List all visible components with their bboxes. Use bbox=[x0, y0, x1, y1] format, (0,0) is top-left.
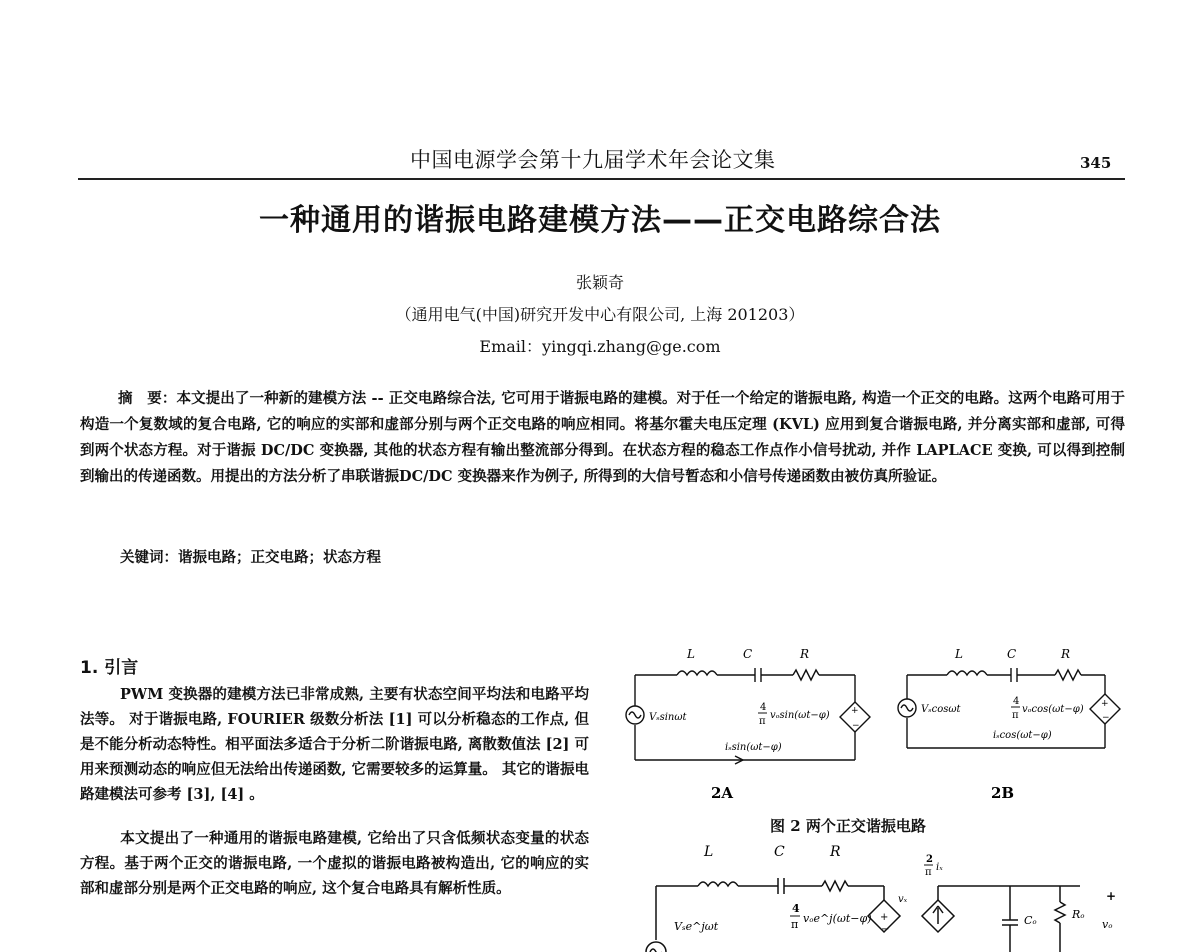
label-R: R bbox=[1061, 647, 1071, 661]
abstract-label: 摘 要： bbox=[118, 390, 177, 407]
source-label: Vₛsinωt bbox=[649, 712, 687, 723]
svg-text:−: − bbox=[881, 924, 890, 935]
section-heading: 1. 引言 bbox=[80, 658, 139, 678]
dep-frac-pi: π bbox=[759, 716, 766, 727]
abstract-text: 本文提出了一种新的建模方法 -- 正交电路综合法, 它可用于谐振电路的建模。对于任一个给定的谐振电路, 构造一个正交的电路。这两个电路可用于构造一个复数域的复合电路, 它的响应的实部和虚部分别与两个正交电路的响应相同。将基尔霍夫电压定理 (KVL) 应用到复合谐振电路, 并分离实部和虚部, 可得到两个状态方程。对于谐振 DC/DC 变换器, 其他的状态方程有输出整流部分得到。在状态方程的稳态工作点作小信号扰动, 并作 LAPLACE 变换, 可以得到控制到输出的传递函数。用提出的方法分析了串联谐振DC/DC 变换器来作为例子, 所得到的大信号暂态和小信号传递函数由被仿真所验证。 bbox=[80, 390, 1125, 485]
current-label: iₛsin(ωt−φ) bbox=[725, 742, 782, 753]
intro-paragraph-2: 本文提出了一种通用的谐振电路建模, 它给出了只含低频状态变量的状态方程。基于两个正交的谐振电路, 一个虚拟的谐振电路被构造出, 它的响应的实部和虚部分别是两个正交电路的响应, 这个复合电路具有解析性质。 bbox=[80, 830, 589, 897]
label-L: L bbox=[687, 647, 695, 661]
svg-text:−: − bbox=[1102, 713, 1110, 723]
author: 张颖奇 bbox=[575, 273, 624, 292]
abstract bbox=[80, 386, 1125, 490]
label-L: L bbox=[704, 844, 714, 860]
affiliation: （通用电气(中国)研究开发中心有限公司, 上海 201203） bbox=[395, 305, 805, 324]
dep-frac-pi: π bbox=[791, 918, 799, 931]
source-label: Vₛcosωt bbox=[921, 704, 961, 715]
vo-label: vₒ bbox=[1102, 918, 1113, 931]
dep-frac-num: 4 bbox=[1013, 696, 1020, 707]
figure-2-caption: 图 2 两个正交谐振电路 bbox=[770, 817, 926, 835]
header-rule bbox=[78, 178, 1125, 180]
ix-label: iₓ bbox=[936, 862, 943, 873]
vo-plus: + bbox=[1106, 889, 1117, 903]
label-C: C bbox=[743, 647, 753, 661]
figure-2b-label: 2B bbox=[991, 784, 1015, 802]
svg-text:+: + bbox=[1101, 699, 1109, 709]
dep-source-label: vₒcos(ωt−φ) bbox=[1022, 704, 1084, 715]
gain-num: 2 bbox=[926, 854, 933, 865]
figure-3-circuit bbox=[640, 840, 1140, 952]
dep-frac-num: 4 bbox=[760, 702, 767, 713]
figure-2b-circuit bbox=[895, 630, 1145, 810]
intro-paragraph-1: PWM 变换器的建模方法已非常成熟, 主要有状态空间平均法和电路平均法等。 对于谐振电路, FOURIER 级数分析法 [1] 可以分析稳态的工作点, 但是不能分析动态特性。相平面法多适合于分析二阶谐振电路, 离散数值法 [2] 可用来预测动态的响应但无法给出传递函数, 它需要较多的运算量。 其它的谐振电路建模法可参考 [3], [4] 。 bbox=[80, 686, 589, 803]
email: Email：yingqi.zhang@ge.com bbox=[479, 337, 721, 356]
page-number: 345 bbox=[1080, 154, 1112, 172]
figure-2a-circuit bbox=[615, 630, 885, 810]
gain-pi: π bbox=[925, 867, 932, 878]
label-C: C bbox=[774, 844, 785, 860]
label-C: C bbox=[1007, 647, 1017, 661]
keywords: 关键词：谐振电路；正交电路；状态方程 bbox=[120, 549, 381, 566]
dep-frac-pi: π bbox=[1012, 710, 1019, 721]
svg-text:+: + bbox=[851, 706, 859, 716]
svg-text:+: + bbox=[880, 912, 889, 923]
vx-label: vₓ bbox=[898, 894, 908, 905]
journal-header: 中国电源学会第十九届学术年会论文集 bbox=[410, 148, 776, 172]
label-R: R bbox=[800, 647, 810, 661]
dep-source-label: vₒe^j(ωt−φ) bbox=[803, 912, 872, 925]
current-label: iₛcos(ωt−φ) bbox=[993, 730, 1052, 741]
dep-source-label: vₒsin(ωt−φ) bbox=[770, 710, 830, 721]
label-R: R bbox=[830, 844, 841, 860]
source-label: Vₛe^jωt bbox=[674, 920, 719, 933]
label-L: L bbox=[955, 647, 963, 661]
co-label: Cₒ bbox=[1024, 914, 1037, 927]
dep-frac-num: 4 bbox=[792, 902, 800, 915]
svg-text:−: − bbox=[852, 721, 860, 731]
ro-label: Rₒ bbox=[1072, 908, 1085, 921]
paper-title: 一种通用的谐振电路建模方法——正交电路综合法 bbox=[259, 203, 941, 238]
figure-2a-label: 2A bbox=[711, 784, 734, 802]
